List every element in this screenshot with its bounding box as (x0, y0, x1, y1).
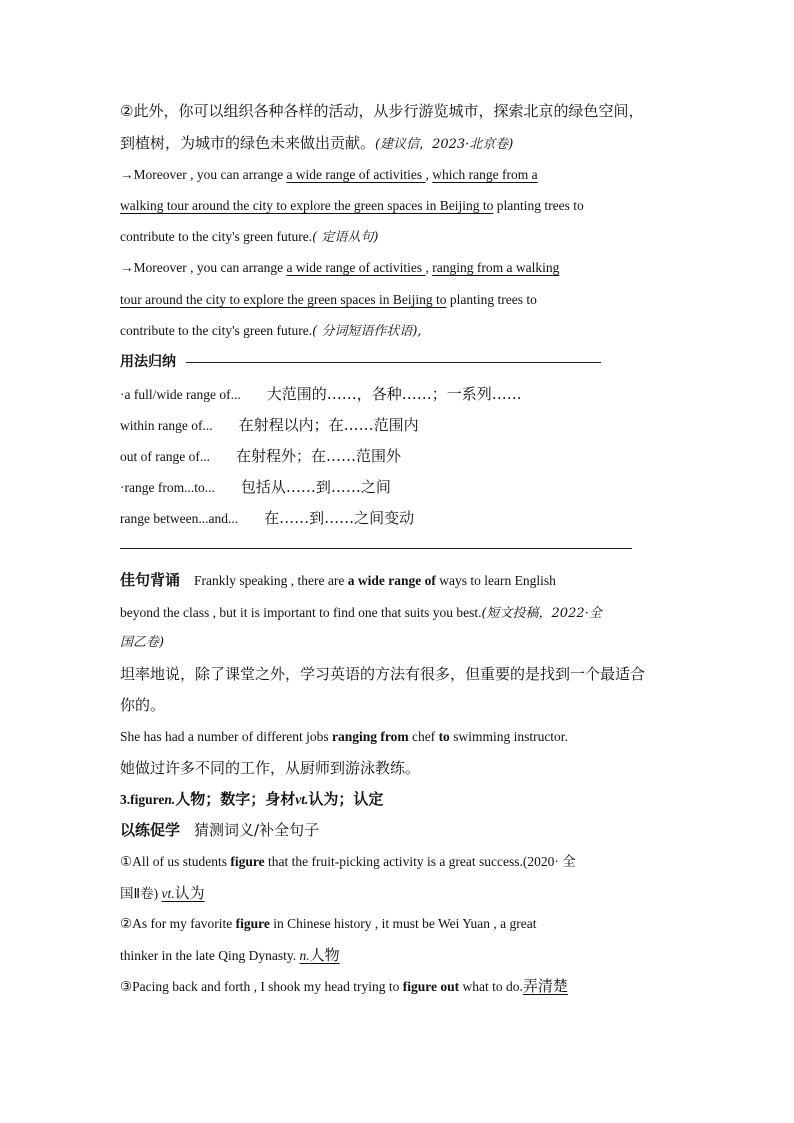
q2-answer-pos: n. (299, 948, 310, 963)
entry-pos-verb: vt. (295, 792, 309, 807)
good-sentence-source-cont: 国乙卷) (120, 635, 165, 650)
usage-phrase: ·a full/wide range of... (120, 387, 241, 402)
q2-post: in Chinese history , it must be Wei Yuan , a great (269, 916, 537, 931)
usage-meaning: 在……到……之间变动 (264, 509, 415, 527)
entry-pos-noun: n. (164, 792, 176, 807)
rewrite-a-blank1: a wide range of activities (286, 167, 426, 182)
usage-item (120, 508, 414, 529)
usage-meaning: 包括从……到……之间 (240, 478, 391, 496)
q3-pre: ③Pacing back and forth , I shook my head trying to (120, 979, 403, 994)
practice-task: 猜测词义/补全句子 (194, 821, 320, 839)
q3-keyword: figure out (402, 979, 460, 994)
good-sentence-title: 佳句背诵 (120, 571, 181, 589)
q2-answer: 人物 (309, 946, 340, 964)
rewrite-a-line2 (120, 196, 584, 216)
usage-phrase: ·range from...to... (120, 480, 215, 495)
example2-chinese-line1: ②此外，你可以组织各种各样的活动，从步行游览城市，探索北京的绿色空间， (120, 102, 644, 120)
rewrite-a-note: ( 定语从句) (312, 230, 379, 245)
q2-pre: ②As for my favorite (120, 916, 236, 931)
practice-q2-line2 (120, 945, 340, 966)
q1-post: that the fruit-picking activity is a great success.(2020· 全 (264, 854, 576, 869)
example2-bold2: to (438, 729, 450, 744)
rewrite-b-blank2: ranging from a walking (432, 260, 560, 275)
practice-q3-line1 (120, 976, 568, 997)
usage-meaning: 大范围的……，各种……；一系列…… (266, 385, 522, 403)
rewrite-a-line3 (120, 227, 378, 248)
rewrite-b-text: contribute to the city's green future. (120, 323, 313, 338)
q1-answer-pos: vt. (161, 886, 175, 901)
rewrite-b-line3 (120, 321, 422, 342)
example2-chinese-text: 到植树，为城市的绿色未来做出贡献。 (120, 134, 376, 152)
rewrite-a-comma: , (425, 167, 433, 182)
good-sentence-line1 (120, 570, 556, 591)
rewrite-a-line1 (120, 165, 538, 185)
usage-item (120, 384, 522, 405)
rewrite-b-tail: planting trees to (446, 292, 537, 307)
rewrite-a-blank2: which range from a (432, 167, 538, 182)
example-sentence-2-translation: 她做过许多不同的工作，从厨师到游泳教练。 (120, 759, 421, 777)
good-sentence-post: ways to learn English (435, 573, 556, 588)
usage-bottom-rule (120, 548, 632, 549)
example2-mid: chef (408, 729, 439, 744)
rewrite-a-blank2-cont: walking tour around the city to explore the green spaces in Beijing to (120, 198, 494, 213)
rewrite-b-line2 (120, 290, 537, 310)
rewrite-b-note: ( 分词短语作状语), (312, 324, 422, 339)
q1-pre: ①All of us students (120, 854, 231, 869)
usage-top-rule (186, 362, 601, 363)
word-entry-figure (120, 789, 383, 810)
practice-q1-line1 (120, 852, 576, 872)
usage-phrase: within range of... (120, 418, 213, 433)
usage-item (120, 446, 401, 467)
usage-meaning: 在射程以内；在……范围内 (238, 416, 419, 434)
good-sentence-bold: a wide range of (347, 573, 436, 588)
entry-number: 3. (120, 792, 131, 807)
usage-item (120, 477, 391, 498)
example2-bold1: ranging from (331, 729, 409, 744)
practice-title: 以练促学 (120, 821, 181, 839)
q3-answer: 弄清楚 (522, 977, 568, 995)
good-sentence-text: beyond the class , but it is important to find one that suits you best. (120, 605, 482, 620)
rewrite-a-arrow: →Moreover , you can arrange (120, 167, 287, 182)
practice-q1-line2 (120, 883, 205, 904)
example2-chinese-line2 (120, 133, 513, 155)
usage-meaning: 在射程外；在……范围外 (235, 447, 401, 465)
usage-title: 用法归纳 (120, 354, 176, 370)
good-sentence-line2 (120, 602, 602, 624)
q2-keyword: figure (235, 916, 270, 931)
example2-source: (建议信，2023·北京卷) (375, 137, 514, 152)
practice-heading (120, 820, 319, 840)
entry-meaning-noun: 人物；数字；身材 (175, 790, 296, 808)
entry-meaning-verb: 认为；认定 (308, 790, 384, 808)
rewrite-b-blank2-cont: tour around the city to explore the green spaces in Beijing to (120, 292, 447, 307)
example2-pre: She has had a number of different jobs (120, 729, 332, 744)
good-sentence-translation-line1: 坦率地说，除了课堂之外，学习英语的方法有很多，但重要的是找到一个最适合 (120, 665, 646, 683)
example-sentence-2 (120, 727, 568, 747)
usage-phrase: out of range of... (120, 449, 210, 464)
entry-headword: figure (130, 792, 165, 807)
q2-text: thinker in the late Qing Dynasty. (120, 948, 300, 963)
q1-answer: 认为 (174, 884, 205, 902)
q3-post: what to do. (459, 979, 523, 994)
usage-phrase: range between...and... (120, 511, 239, 526)
q1-source: 国Ⅱ卷) (120, 886, 162, 901)
good-sentence-source: (短文投稿，2022·全 (481, 606, 602, 621)
good-sentence-pre: Frankly speaking , there are (194, 573, 348, 588)
good-sentence-translation-line2: 你的。 (120, 696, 166, 714)
usage-item (120, 415, 419, 436)
rewrite-a-text: contribute to the city's green future. (120, 229, 313, 244)
q1-keyword: figure (230, 854, 265, 869)
rewrite-b-blank1: a wide range of activities (286, 260, 426, 275)
rewrite-a-tail: planting trees to (493, 198, 584, 213)
rewrite-b-arrow: →Moreover , you can arrange (120, 260, 287, 275)
rewrite-b-line1 (120, 258, 559, 278)
rewrite-b-comma: , (425, 260, 433, 275)
example2-post: swimming instructor. (449, 729, 568, 744)
practice-q2-line1 (120, 914, 536, 934)
